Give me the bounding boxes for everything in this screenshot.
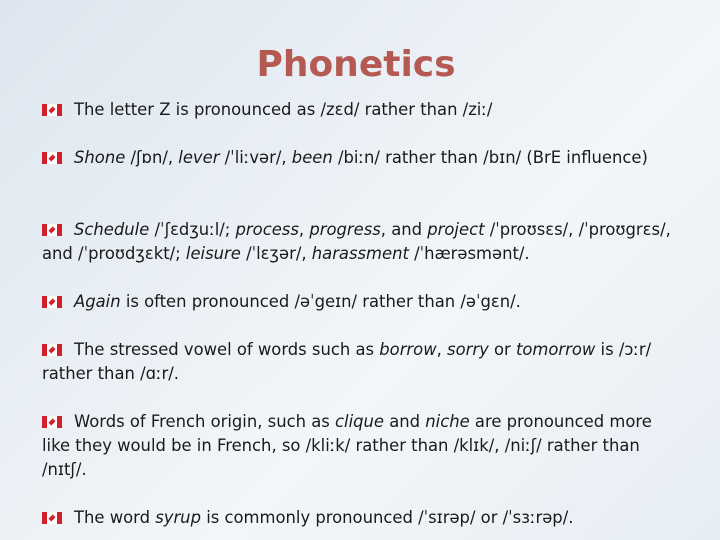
bullet-text: /ˈproʊsɛs/, /ˈproʊgrɛs/, and /ˈproʊdʒɛkt/; (42, 220, 671, 263)
slide-title: Phonetics (256, 44, 456, 85)
bullet-text: is often pronounced /əˈgeɪn/ rather than /əˈgɛn/. (120, 292, 521, 311)
italic-term: syrup (155, 508, 201, 527)
bullet-text: /biːn/ rather than /bɪn/ (BrE influence) (332, 148, 648, 167)
bullet-item (42, 98, 682, 122)
italic-term: Shone (74, 148, 126, 167)
italic-term: been (291, 148, 333, 167)
italic-term: Again (74, 292, 121, 311)
italic-term: project (427, 220, 485, 239)
bullet-item (42, 338, 682, 386)
bullet-text: The stressed vowel of words such as (74, 340, 380, 359)
bullet-text: , (298, 220, 310, 239)
bullet-text: , and (380, 220, 428, 239)
bullet-text: The word (74, 508, 156, 527)
bullet-text: or (488, 340, 516, 359)
italic-term: harassment (311, 244, 409, 263)
canada-flag-icon (42, 296, 62, 308)
canada-flag-icon (42, 104, 62, 116)
bullet-text: and (384, 412, 426, 431)
bullet-text: /ˈhærəsmənt/. (408, 244, 530, 263)
canada-flag-icon (42, 512, 62, 524)
bullet-text: /ˈʃɛdʒuːl/; (149, 220, 236, 239)
italic-term: Schedule (74, 220, 150, 239)
bullet-item (42, 410, 682, 482)
italic-term: leisure (185, 244, 241, 263)
italic-term: progress (309, 220, 381, 239)
italic-term: borrow (379, 340, 437, 359)
bullet-text: The letter Z is pronounced as /zɛd/ rather than /ziː/ (74, 100, 493, 119)
bullet-item (42, 290, 682, 314)
bullet-text: is commonly pronounced /ˈsɪrəp/ or /ˈsɜːrəp/. (200, 508, 574, 527)
bullet-text: /ˈlɛʒər/, (240, 244, 312, 263)
italic-term: tomorrow (515, 340, 596, 359)
bullet-text: are pronounced more like they would be in French, so /kliːk/ rather than /klɪk/, /niːʃ/ rather than /nɪtʃ/. (42, 412, 652, 479)
italic-term: clique (335, 412, 385, 431)
bullet-text: is /ɔːr/ rather than /ɑːr/. (42, 340, 652, 383)
bullet-text: /ˈliːvər/, (219, 148, 292, 167)
bullet-item (42, 506, 682, 530)
canada-flag-icon (42, 344, 62, 356)
italic-term: lever (178, 148, 220, 167)
italic-term: process (235, 220, 299, 239)
canada-flag-icon (42, 152, 62, 164)
canada-flag-icon (42, 224, 62, 236)
italic-term: sorry (447, 340, 489, 359)
italic-term: niche (425, 412, 470, 431)
bullet-item (42, 218, 682, 266)
canada-flag-icon (42, 416, 62, 428)
bullet-item (42, 146, 682, 170)
bullet-text: , (436, 340, 448, 359)
bullet-text: /ʃɒn/, (125, 148, 179, 167)
bullet-text: Words of French origin, such as (74, 412, 336, 431)
